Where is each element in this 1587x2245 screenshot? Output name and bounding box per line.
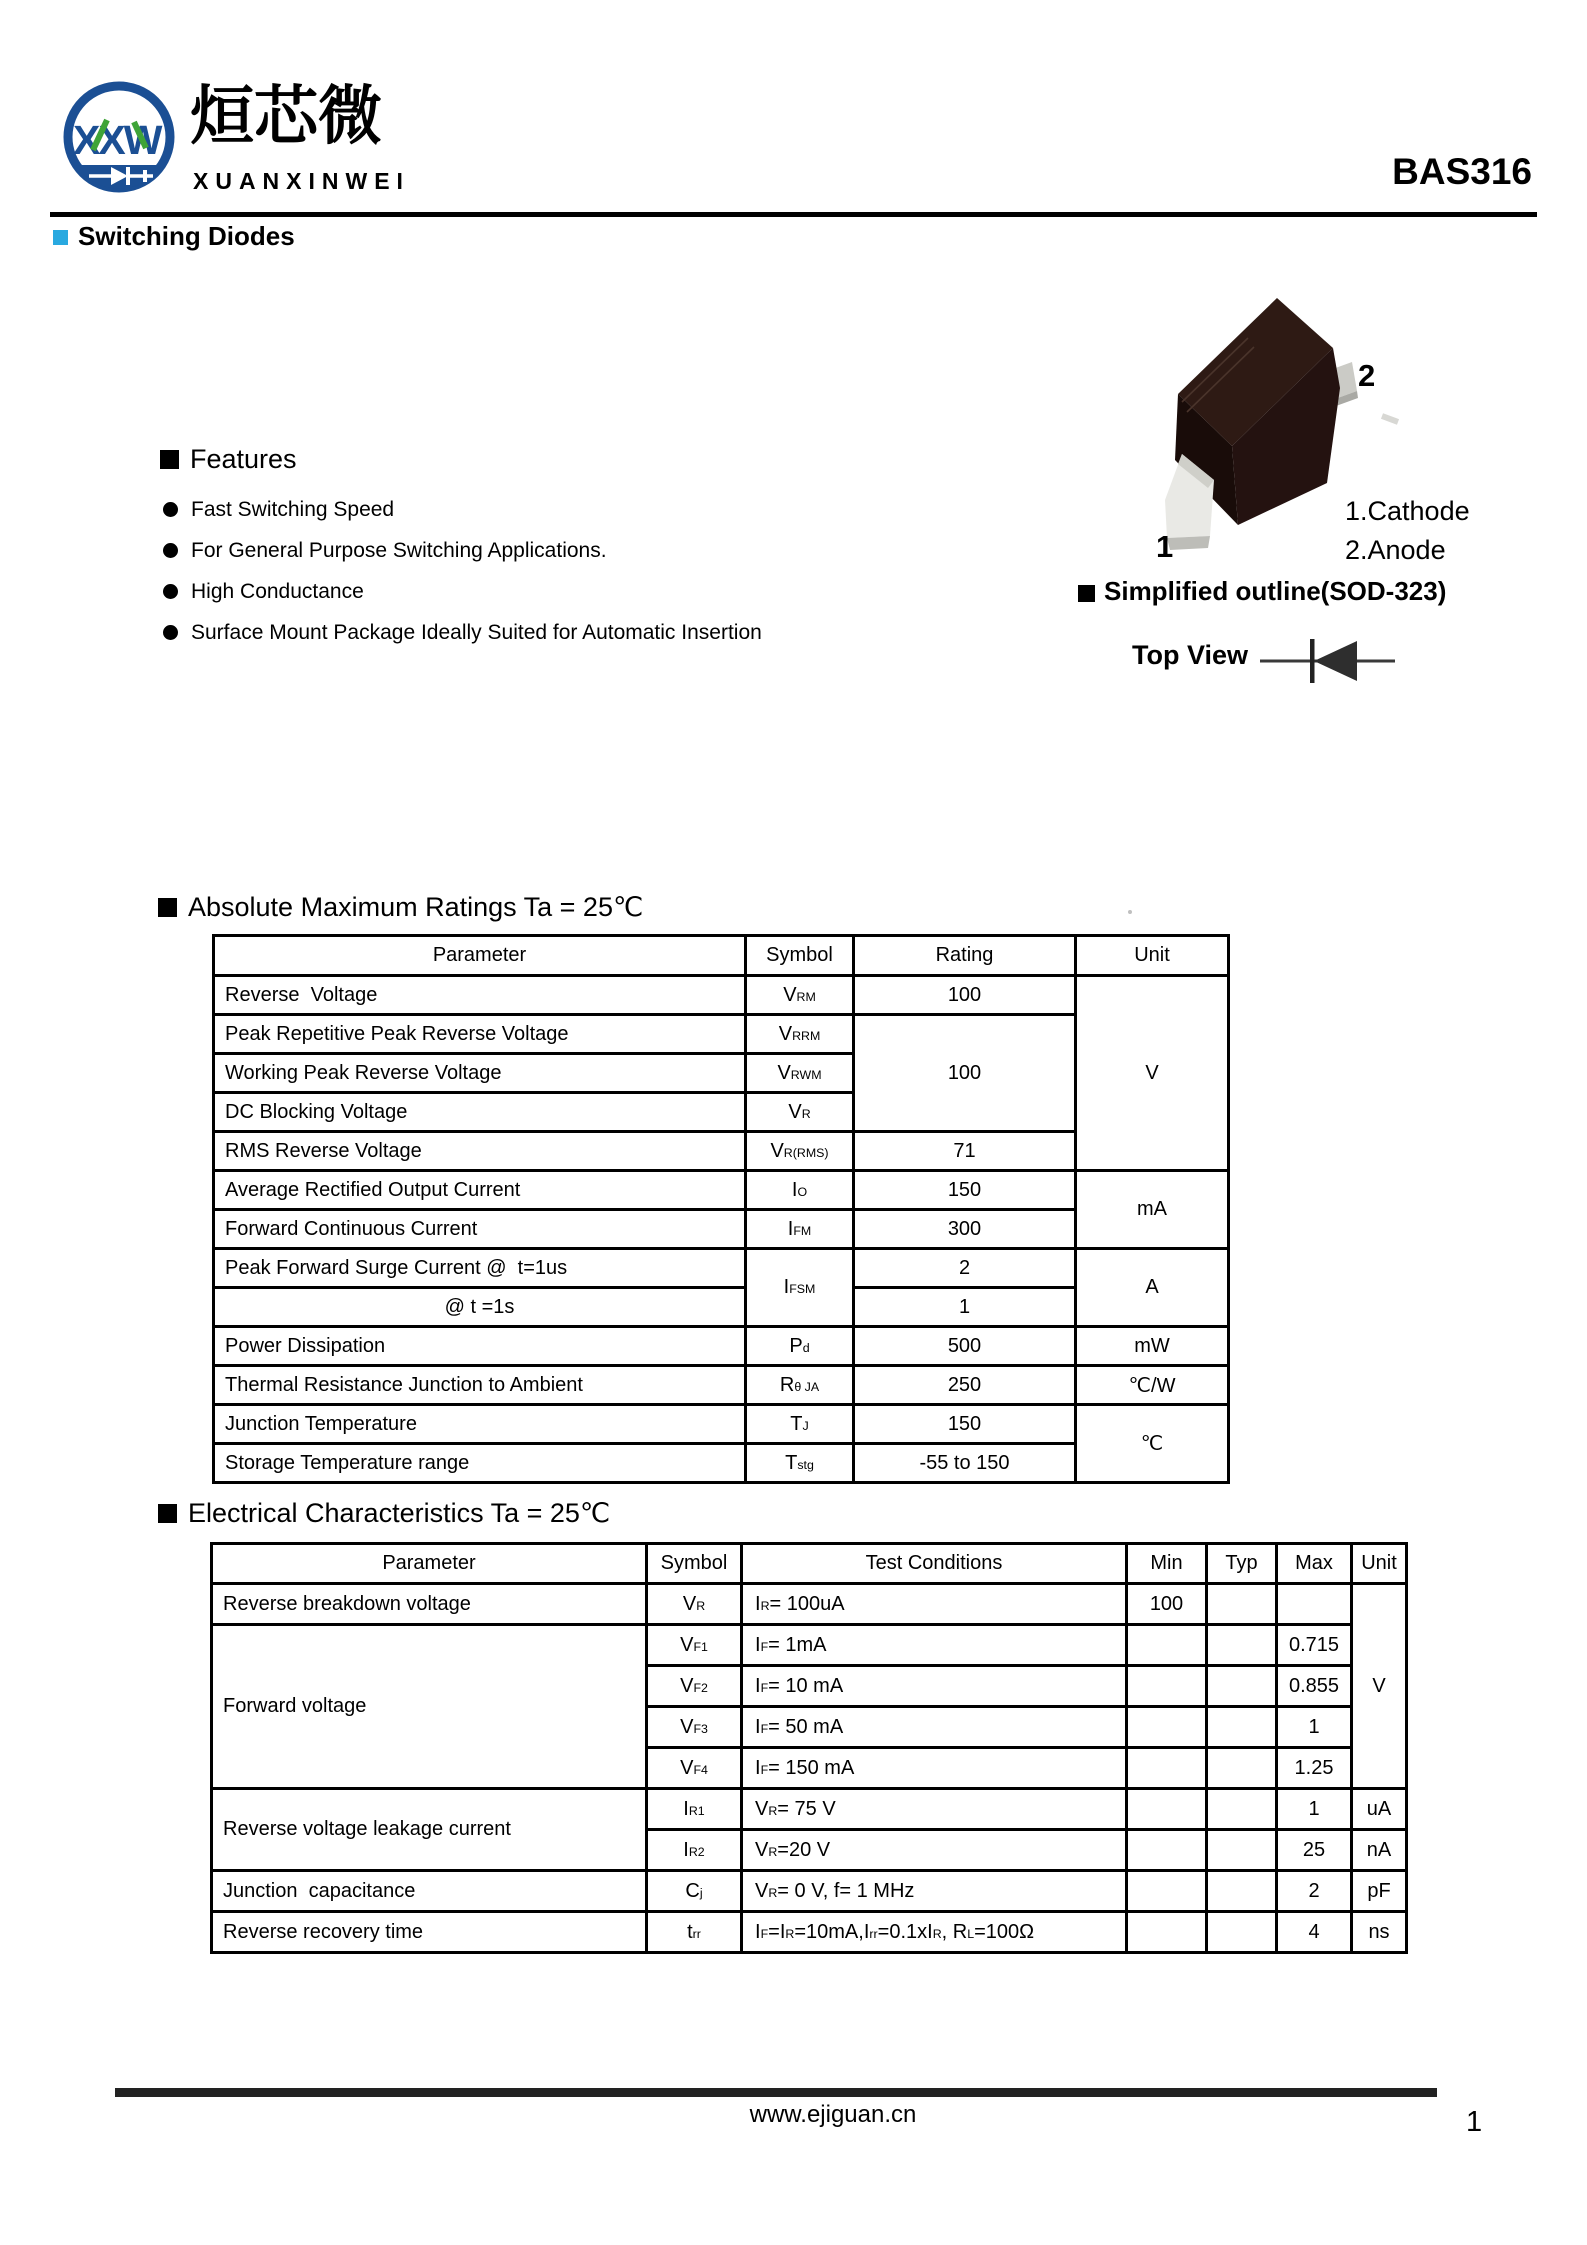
cond-cell: VR=20 V [742,1830,1127,1871]
min-cell [1127,1789,1207,1830]
unit-cell: V [1352,1584,1407,1789]
min-cell [1127,1625,1207,1666]
min-cell [1127,1830,1207,1871]
feature-text: Fast Switching Speed [191,497,395,521]
rating-cell: 250 [854,1366,1076,1405]
max-cell: 0.715 [1277,1625,1352,1666]
typ-cell [1207,1666,1277,1707]
unit-cell: mA [1076,1171,1229,1249]
feature-item [163,489,762,530]
symbol-cell: Rθ JA [746,1366,854,1405]
rating-cell: 150 [854,1171,1076,1210]
symbol-cell: VF4 [647,1748,742,1789]
feature-item [163,530,762,571]
cond-cell: IF= 10 mA [742,1666,1127,1707]
max-cell [1277,1584,1352,1625]
param-cell: Peak Forward Surge Current @ t=1us [214,1249,746,1288]
feature-bullet-icon [163,584,178,599]
cond-cell: IF=IR=10mA,Irr=0.1xIR, RL=100Ω [742,1912,1127,1953]
max-cell: 1.25 [1277,1748,1352,1789]
symbol-cell: IR2 [647,1830,742,1871]
min-cell [1127,1707,1207,1748]
rating-cell: 100 [854,976,1076,1015]
unit-cell: pF [1352,1871,1407,1912]
symbol-cell: IFSM [746,1249,854,1327]
feature-bullet-icon [163,502,178,517]
max-cell: 25 [1277,1830,1352,1871]
param-cell: Thermal Resistance Junction to Ambient [214,1366,746,1405]
table-row [212,1625,1407,1666]
cond-cell: IF= 1mA [742,1625,1127,1666]
header-cell-unit: Unit [1352,1544,1407,1584]
absolute-maximum-ratings-table [212,934,1230,1484]
elec-title: Electrical Characteristics Ta = 25℃ [188,1498,611,1528]
pin-1-lead-edge [1167,536,1210,550]
param-cell: Reverse Voltage [214,976,746,1015]
table-row [212,1871,1407,1912]
typ-cell [1207,1830,1277,1871]
symbol-cell: Pd [746,1327,854,1366]
symbol-cell: VR(RMS) [746,1132,854,1171]
symbol-cell: VRRM [746,1015,854,1054]
unit-cell: ns [1352,1912,1407,1953]
param-cell: Power Dissipation [214,1327,746,1366]
unit-cell: ℃/W [1076,1366,1229,1405]
param-cell: RMS Reverse Voltage [214,1132,746,1171]
param-cell: Junction Temperature [214,1405,746,1444]
unit-cell: V [1076,976,1229,1171]
min-cell [1127,1666,1207,1707]
header-cell-conditions: Test Conditions [742,1544,1127,1584]
feature-item [163,612,762,653]
feature-item [163,571,762,612]
rating-cell: 500 [854,1327,1076,1366]
diode-symbol-icon [1260,638,1395,684]
param-cell: Junction capacitance [212,1871,647,1912]
elec-square-icon [158,1504,177,1523]
param-cell: Reverse breakdown voltage [212,1584,647,1625]
param-cell: DC Blocking Voltage [214,1093,746,1132]
pin-legend-cathode: 1.Cathode [1345,496,1470,526]
param-cell: Forward voltage [212,1625,647,1789]
min-cell [1127,1871,1207,1912]
min-cell [1127,1912,1207,1953]
cond-cell: VR= 0 V, f= 1 MHz [742,1871,1127,1912]
table-header-row [212,1544,1407,1584]
header-cell-min: Min [1127,1544,1207,1584]
rating-cell: 300 [854,1210,1076,1249]
param-cell: Reverse recovery time [212,1912,647,1953]
table-row [214,1171,1229,1210]
highlight-mark [1382,416,1398,422]
cond-cell: IF= 150 mA [742,1748,1127,1789]
features-square-icon [160,450,179,469]
unit-cell: uA [1352,1789,1407,1830]
abs-max-square-icon [158,898,177,917]
rating-cell: 100 [854,1015,1076,1132]
symbol-cell: VF3 [647,1707,742,1748]
symbol-cell: VR [746,1093,854,1132]
max-cell: 1 [1277,1789,1352,1830]
symbol-cell: Tstg [746,1444,854,1483]
param-cell: Average Rectified Output Current [214,1171,746,1210]
electrical-characteristics-table [210,1542,1408,1954]
typ-cell [1207,1625,1277,1666]
table-row [214,1327,1229,1366]
pin-2-label: 2 [1358,358,1376,393]
max-cell: 1 [1277,1707,1352,1748]
features-title: Features [190,444,297,474]
table-row [212,1912,1407,1953]
rating-cell: 71 [854,1132,1076,1171]
top-view-label: Top View [1132,640,1249,670]
header-cell-max: Max [1277,1544,1352,1584]
header-cell-parameter: Parameter [212,1544,647,1584]
symbol-cell: IFM [746,1210,854,1249]
rating-cell: 1 [854,1288,1076,1327]
symbol-cell: VRM [746,976,854,1015]
typ-cell [1207,1871,1277,1912]
table-row [212,1789,1407,1830]
param-cell: Peak Repetitive Peak Reverse Voltage [214,1015,746,1054]
pin-legend-anode: 2.Anode [1345,535,1446,565]
max-cell: 0.855 [1277,1666,1352,1707]
outline-title: Simplified outline(SOD-323) [1104,576,1447,606]
table-row [212,1584,1407,1625]
header-cell-unit: Unit [1076,936,1229,976]
feature-text: Surface Mount Package Ideally Suited for Automatic Insertion [191,620,762,644]
feature-bullet-icon [163,625,178,640]
rating-cell: 150 [854,1405,1076,1444]
unit-cell: ℃ [1076,1405,1229,1483]
symbol-cell: IR1 [647,1789,742,1830]
typ-cell [1207,1584,1277,1625]
unit-cell: A [1076,1249,1229,1327]
header-divider [50,212,1537,217]
brand-name-en: XUANXINWEI [193,168,410,194]
table-row [214,1249,1229,1288]
symbol-cell: VRWM [746,1054,854,1093]
footer-website: www.ejiguan.cn [749,2101,917,2128]
cond-cell: IR= 100uA [742,1584,1127,1625]
param-cell: Reverse voltage leakage current [212,1789,647,1871]
table-row [214,1405,1229,1444]
part-number-title: BAS316 [1392,151,1532,192]
typ-cell [1207,1789,1277,1830]
min-cell [1127,1748,1207,1789]
param-cell: Working Peak Reverse Voltage [214,1054,746,1093]
page-number: 1 [1466,2106,1483,2138]
symbol-cell: TJ [746,1405,854,1444]
unit-cell: nA [1352,1830,1407,1871]
typ-cell [1207,1912,1277,1953]
min-cell: 100 [1127,1584,1207,1625]
abs-max-title: Absolute Maximum Ratings Ta = 25℃ [188,892,644,922]
header-cell-typ: Typ [1207,1544,1277,1584]
symbol-cell: VF2 [647,1666,742,1707]
category-bullet-icon [53,230,68,245]
table-row [214,1366,1229,1405]
features-list [163,489,762,653]
symbol-cell: Cj [647,1871,742,1912]
unit-cell: mW [1076,1327,1229,1366]
typ-cell [1207,1748,1277,1789]
stray-mark [1128,910,1132,914]
symbol-cell: VF1 [647,1625,742,1666]
table-header-row [214,936,1229,976]
rating-cell: -55 to 150 [854,1444,1076,1483]
max-cell: 2 [1277,1871,1352,1912]
typ-cell [1207,1707,1277,1748]
pin-1-label: 1 [1156,529,1174,564]
brand-name-cn: 烜芯微 [190,80,382,152]
header-cell-symbol: Symbol [746,936,854,976]
param-cell: Storage Temperature range [214,1444,746,1483]
outline-square-icon [1078,585,1095,602]
param-cell: @ t =1s [214,1288,746,1327]
feature-text: High Conductance [191,579,364,603]
cond-cell: VR= 75 V [742,1789,1127,1830]
header-cell-rating: Rating [854,936,1076,976]
rating-cell: 2 [854,1249,1076,1288]
symbol-cell: trr [647,1912,742,1953]
table-row [214,976,1229,1015]
header-cell-symbol: Symbol [647,1544,742,1584]
cond-cell: IF= 50 mA [742,1707,1127,1748]
footer-divider [115,2088,1437,2097]
symbol-cell: VR [647,1584,742,1625]
category-title: Switching Diodes [78,221,295,251]
param-cell: Forward Continuous Current [214,1210,746,1249]
max-cell: 4 [1277,1912,1352,1953]
header-cell-parameter: Parameter [214,936,746,976]
logo-letters: XXW [73,117,161,163]
pin-legend [1345,492,1470,570]
symbol-cell: IO [746,1171,854,1210]
brand-logo [58,74,180,204]
feature-bullet-icon [163,543,178,558]
feature-text: For General Purpose Switching Applications. [191,538,607,562]
